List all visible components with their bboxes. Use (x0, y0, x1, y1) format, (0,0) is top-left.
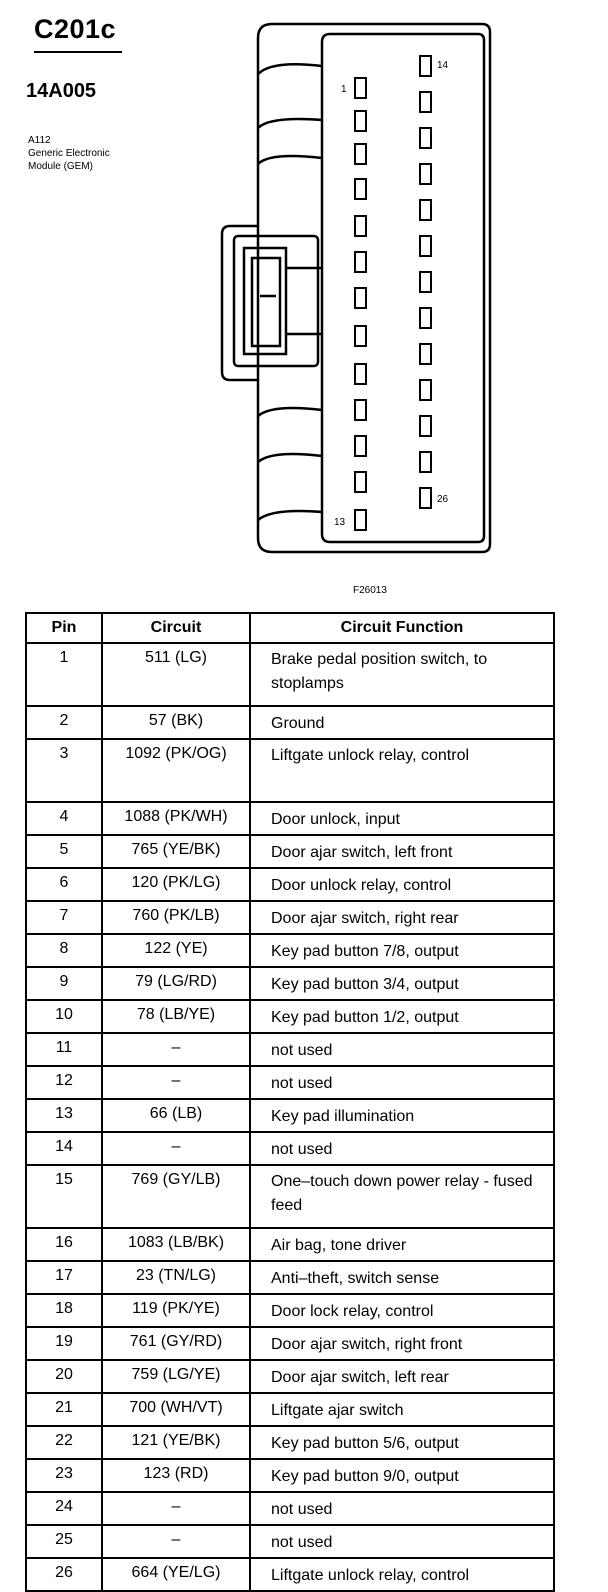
pin-cell: 26 (26, 1558, 102, 1591)
pin-cell: 2 (26, 706, 102, 739)
circuit-cell: 700 (WH/VT) (102, 1393, 250, 1426)
figure-code: F26013 (353, 585, 387, 596)
function-cell: Door ajar switch, right rear (250, 901, 554, 934)
pin-cell: 12 (26, 1066, 102, 1099)
circuit-cell: 765 (YE/BK) (102, 835, 250, 868)
circuit-cell: 760 (PK/LB) (102, 901, 250, 934)
function-cell: Liftgate ajar switch (250, 1393, 554, 1426)
pin-cell: 4 (26, 802, 102, 835)
circuit-cell: – (102, 1033, 250, 1066)
table-row (26, 967, 554, 1000)
circuit-cell: 769 (GY/LB) (102, 1165, 250, 1228)
table-row (26, 1558, 554, 1591)
pin-cell: 20 (26, 1360, 102, 1393)
function-cell: Key pad button 9/0, output (250, 1459, 554, 1492)
circuit-cell: 122 (YE) (102, 934, 250, 967)
pin-cell: 9 (26, 967, 102, 1000)
function-cell: Door ajar switch, right front (250, 1327, 554, 1360)
circuit-cell: 119 (PK/YE) (102, 1294, 250, 1327)
circuit-cell: 1088 (PK/WH) (102, 802, 250, 835)
pin-cell: 8 (26, 934, 102, 967)
table-row (26, 1459, 554, 1492)
circuit-cell: 78 (LB/YE) (102, 1000, 250, 1033)
pin-cavities (355, 56, 431, 530)
function-cell: not used (250, 1492, 554, 1525)
circuit-cell: 1083 (LB/BK) (102, 1228, 250, 1261)
table-row (26, 901, 554, 934)
table-row (26, 1327, 554, 1360)
connector-title: C201c (34, 14, 117, 44)
table-row (26, 1033, 554, 1066)
pin-cell: 18 (26, 1294, 102, 1327)
function-cell: Door unlock relay, control (250, 868, 554, 901)
function-cell: Air bag, tone driver (250, 1228, 554, 1261)
pin-cell: 23 (26, 1459, 102, 1492)
circuit-cell: 761 (GY/RD) (102, 1327, 250, 1360)
function-cell: Key pad button 7/8, output (250, 934, 554, 967)
circuit-cell: 121 (YE/BK) (102, 1426, 250, 1459)
header-circuit: Circuit (102, 613, 250, 643)
table-row (26, 868, 554, 901)
header-pin: Pin (26, 613, 102, 643)
pin-cell: 17 (26, 1261, 102, 1294)
pin-label-26: 26 (437, 494, 449, 505)
table-row (26, 802, 554, 835)
circuit-cell: – (102, 1132, 250, 1165)
table-row (26, 1132, 554, 1165)
description-line: Generic Electronic (28, 148, 110, 159)
table-row (26, 1492, 554, 1525)
function-cell: Door lock relay, control (250, 1294, 554, 1327)
table-row (26, 1393, 554, 1426)
function-cell: Key pad button 3/4, output (250, 967, 554, 1000)
pin-cell: 7 (26, 901, 102, 934)
table-row (26, 1525, 554, 1558)
table-row (26, 1228, 554, 1261)
table-row (26, 1165, 554, 1228)
pin-cell: 19 (26, 1327, 102, 1360)
pin-cell: 10 (26, 1000, 102, 1033)
circuit-cell: 23 (TN/LG) (102, 1261, 250, 1294)
part-number: 14A005 (26, 80, 97, 102)
function-cell: One–touch down power relay - fused feed (250, 1165, 554, 1228)
pin-cell: 13 (26, 1099, 102, 1132)
function-cell: Liftgate unlock relay, control (250, 739, 554, 802)
circuit-cell: 66 (LB) (102, 1099, 250, 1132)
circuit-cell: 664 (YE/LG) (102, 1558, 250, 1591)
pin-cell: 1 (26, 643, 102, 706)
function-cell: Liftgate unlock relay, control (250, 1558, 554, 1591)
function-cell: not used (250, 1525, 554, 1558)
table-header-row (26, 613, 554, 643)
circuit-cell: 759 (LG/YE) (102, 1360, 250, 1393)
circuit-cell: – (102, 1066, 250, 1099)
table-row (26, 739, 554, 802)
function-cell: Anti–theft, switch sense (250, 1261, 554, 1294)
pin-function-table (25, 612, 555, 1592)
pin-cell: 25 (26, 1525, 102, 1558)
function-cell: Brake pedal position switch, to stoplamps (250, 643, 554, 706)
table-row (26, 1360, 554, 1393)
function-cell: Key pad button 1/2, output (250, 1000, 554, 1033)
circuit-cell: – (102, 1525, 250, 1558)
pin-cell: 14 (26, 1132, 102, 1165)
connector-face-diagram (0, 0, 608, 600)
pin-cell: 11 (26, 1033, 102, 1066)
function-cell: Door ajar switch, left rear (250, 1360, 554, 1393)
circuit-cell: 123 (RD) (102, 1459, 250, 1492)
function-cell: Door ajar switch, left front (250, 835, 554, 868)
circuit-cell: 1092 (PK/OG) (102, 739, 250, 802)
function-cell: Door unlock, input (250, 802, 554, 835)
function-cell: Ground (250, 706, 554, 739)
pin-cell: 6 (26, 868, 102, 901)
circuit-cell: 511 (LG) (102, 643, 250, 706)
table-row (26, 1261, 554, 1294)
table-row (26, 1426, 554, 1459)
table-row (26, 1066, 554, 1099)
pin-cell: 16 (26, 1228, 102, 1261)
function-cell: not used (250, 1132, 554, 1165)
circuit-cell: 57 (BK) (102, 706, 250, 739)
pin-label-14: 14 (437, 60, 449, 71)
table-row (26, 1099, 554, 1132)
table-row (26, 1294, 554, 1327)
function-cell: not used (250, 1033, 554, 1066)
pin-cell: 15 (26, 1165, 102, 1228)
pin-cell: 24 (26, 1492, 102, 1525)
header-circuit-function: Circuit Function (250, 613, 554, 643)
table-row (26, 835, 554, 868)
description-line: Module (GEM) (28, 161, 94, 172)
table-row (26, 934, 554, 967)
function-cell: not used (250, 1066, 554, 1099)
pin-cell: 22 (26, 1426, 102, 1459)
description-line: A112 (28, 135, 51, 146)
circuit-cell: – (102, 1492, 250, 1525)
pin-cell: 21 (26, 1393, 102, 1426)
table-row (26, 706, 554, 739)
pin-cell: 3 (26, 739, 102, 802)
pin-label-13: 13 (334, 517, 346, 528)
pin-cell: 5 (26, 835, 102, 868)
table-row (26, 643, 554, 706)
function-cell: Key pad button 5/6, output (250, 1426, 554, 1459)
pin-label-1: 1 (341, 84, 347, 95)
circuit-cell: 79 (LG/RD) (102, 967, 250, 1000)
table-row (26, 1000, 554, 1033)
function-cell: Key pad illumination (250, 1099, 554, 1132)
circuit-cell: 120 (PK/LG) (102, 868, 250, 901)
